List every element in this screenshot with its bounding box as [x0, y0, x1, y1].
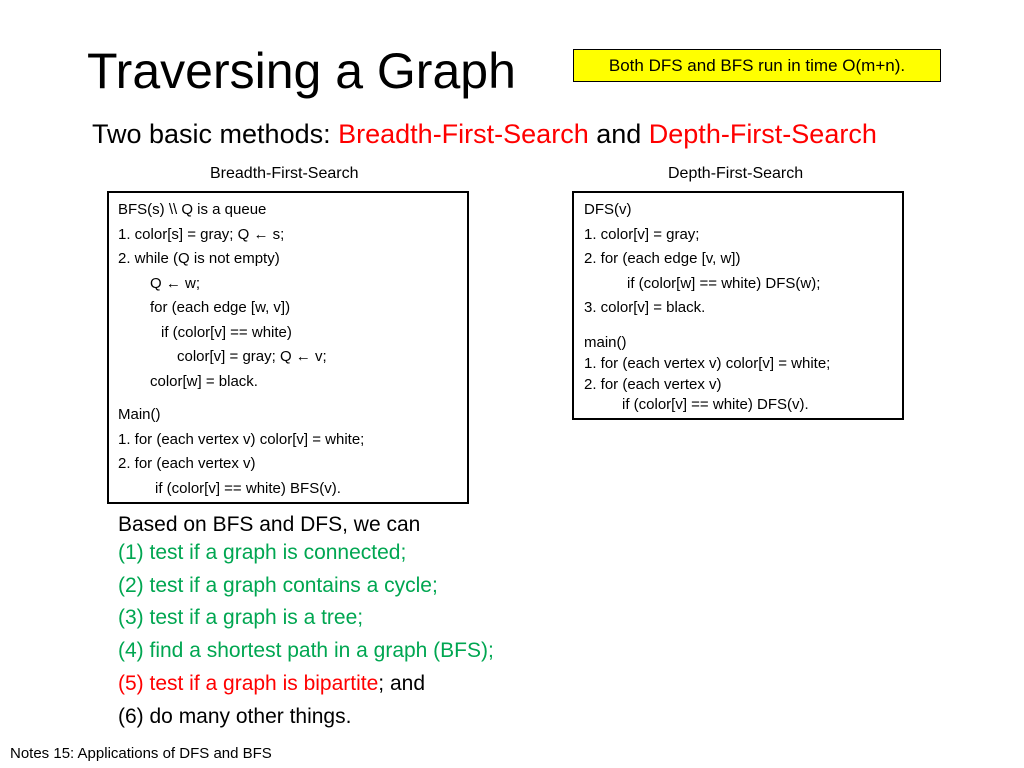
dfs-line: 1. for (each vertex v) color[v] = white;	[584, 355, 831, 372]
subtitle-prefix: Two basic methods:	[92, 119, 339, 149]
slide-subtitle	[92, 116, 877, 152]
uses-intro: Based on BFS and DFS, we can	[118, 513, 421, 536]
bfs-line: 2. for (each vertex v)	[118, 455, 256, 472]
dfs-line: DFS(v)	[584, 201, 632, 218]
subtitle-conjunction: and	[588, 119, 649, 149]
bfs-line: Q ← w;	[150, 275, 201, 292]
bfs-pseudocode-box	[107, 191, 469, 504]
dfs-line: main()	[584, 334, 627, 351]
slide-title: Traversing a Graph	[87, 43, 516, 99]
bfs-line: BFS(s) \\ Q is a queue	[118, 201, 267, 218]
bfs-line: Main()	[118, 406, 161, 423]
uses-item-rest: ; and	[378, 672, 426, 695]
uses-item: (2) test if a graph contains a cycle;	[118, 574, 438, 597]
uses-item: (6) do many other things.	[118, 705, 352, 728]
dfs-line: 2. for (each edge [v, w])	[584, 250, 741, 267]
dfs-line: 2. for (each vertex v)	[584, 376, 722, 393]
bfs-line: 2. while (Q is not empty)	[118, 250, 280, 267]
bfs-line: color[v] = gray; Q ← v;	[177, 348, 327, 365]
dfs-line: if (color[v] == white) DFS(v).	[622, 396, 809, 413]
dfs-line: if (color[w] == white) DFS(w);	[627, 275, 821, 292]
dfs-pseudocode-box	[572, 191, 904, 420]
bfs-line: color[w] = black.	[150, 373, 258, 390]
dfs-line: 1. color[v] = gray;	[584, 226, 700, 243]
uses-item	[118, 670, 425, 698]
subtitle-method-bfs: Breadth-First-Search	[338, 119, 589, 149]
complexity-callout: Both DFS and BFS run in time O(m+n).	[573, 49, 941, 82]
bfs-line: if (color[v] == white)	[161, 324, 292, 341]
uses-item: (3) test if a graph is a tree;	[118, 606, 364, 629]
bfs-line: 1. color[s] = gray; Q ← s;	[118, 226, 285, 243]
subtitle-method-dfs: Depth-First-Search	[648, 119, 877, 149]
bfs-line: for (each edge [w, v])	[150, 299, 291, 316]
bfs-box-label: Breadth-First-Search	[210, 165, 359, 182]
dfs-box-label: Depth-First-Search	[668, 165, 804, 182]
bfs-line: 1. for (each vertex v) color[v] = white;	[118, 431, 365, 448]
uses-item-highlight: (5) test if a graph is bipartite	[118, 672, 379, 695]
bfs-line: if (color[v] == white) BFS(v).	[155, 480, 341, 497]
slide-footer: Notes 15: Applications of DFS and BFS	[10, 745, 272, 762]
dfs-line: 3. color[v] = black.	[584, 299, 706, 316]
uses-item: (1) test if a graph is connected;	[118, 541, 407, 564]
uses-item: (4) find a shortest path in a graph (BFS);	[118, 639, 494, 662]
